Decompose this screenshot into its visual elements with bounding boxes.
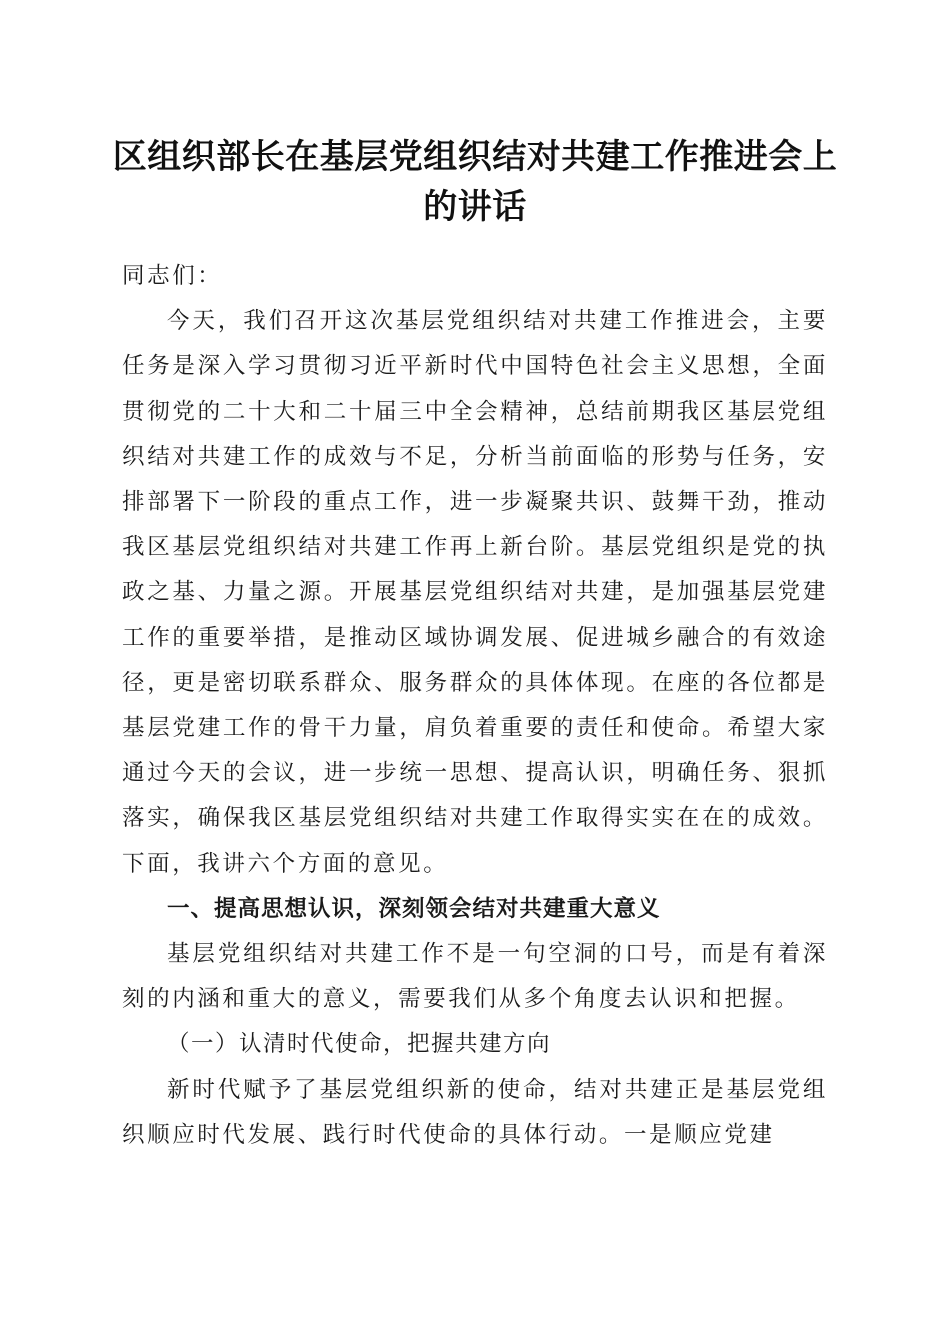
section-paragraph: 基层党组织结对共建工作不是一句空洞的口号，而是有着深刻的内涵和重大的意义，需要我们从多个角度去认识和把握。 bbox=[122, 941, 828, 1013]
document-title: 区组织部长在基层党组织结对共建工作推进会上的讲话 bbox=[112, 137, 838, 227]
subsection-paragraph: 新时代赋予了基层党组织新的使命，结对共建正是基层党组织顺应时代发展、践行时代使命的具体行动。一是顺应党建 bbox=[122, 1076, 828, 1148]
document-body bbox=[122, 254, 828, 1158]
subsection-heading: （一）认清时代使命，把握共建方向 bbox=[167, 1031, 552, 1058]
section-heading: 一、提高思想认识，深刻领会结对共建重大意义 bbox=[167, 895, 661, 922]
intro-paragraph: 今天，我们召开这次基层党组织结对共建工作推进会，主要任务是深入学习贯彻习近平新时代中国特色社会主义思想，全面贯彻党的二十大和二十届三中全会精神，总结前期我区基层党组织结对共建工作的成效与不足，分析当前面临的形势与任务，安排部署下一阶段的重点工作，进一步凝聚共识、鼓舞干劲，推动我区基层党组织结对共建工作再上新台阶。基层党组织是党的执政之基、力量之源。开展基层党组织结对共建，是加强基层党建工作的重要举措，是推动区域协调发展、促进城乡融合的有效途径，更是密切联系群众、服务群众的具体体现。在座的各位都是基层党建工作的骨干力量，肩负着重要的责任和使命。希望大家通过今天的会议，进一步统一思想、提高认识，明确任务、狠抓落实，确保我区基层党组织结对共建工作取得实实在在的成效。下面，我讲六个方面的意见。 bbox=[122, 308, 828, 877]
salutation: 同志们： bbox=[122, 263, 223, 289]
